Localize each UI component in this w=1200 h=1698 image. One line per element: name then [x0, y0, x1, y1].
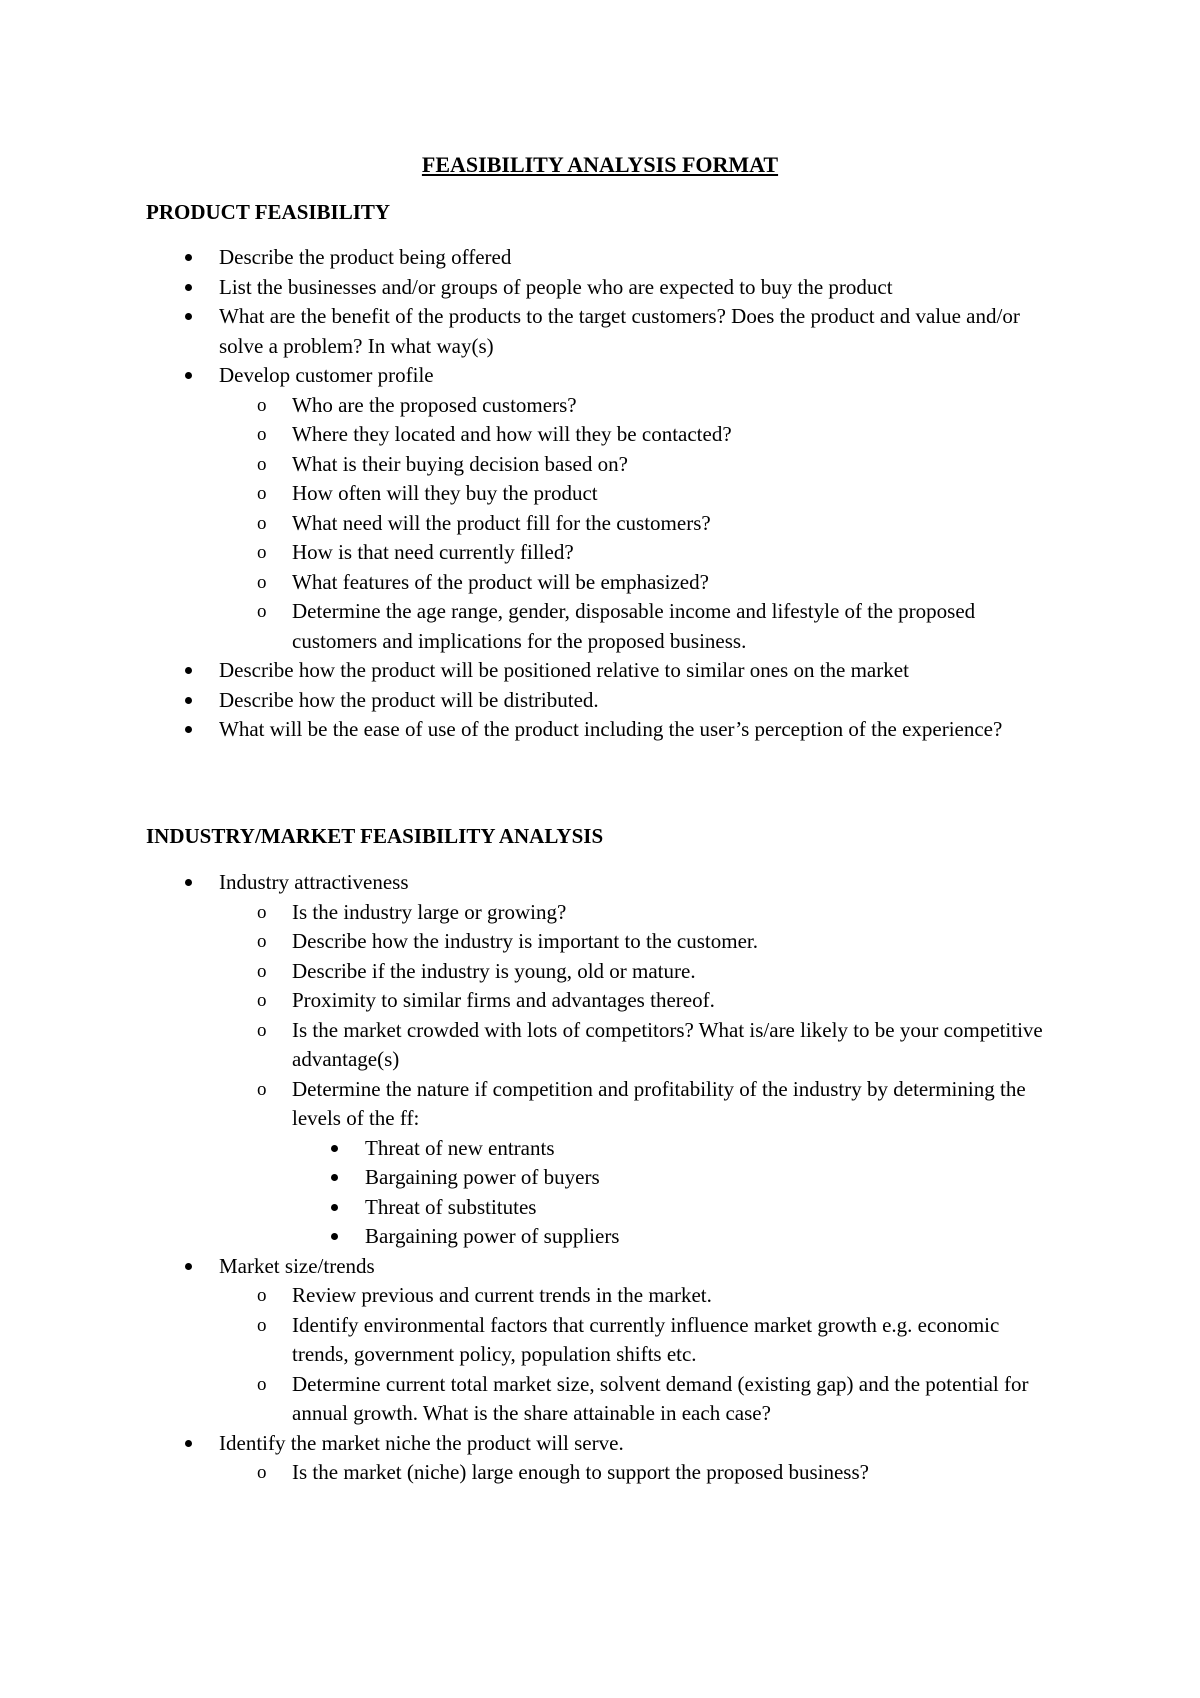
force-item: Threat of substitutes [0, 1193, 1065, 1223]
force-item: Threat of new entrants [0, 1134, 1065, 1164]
circle-bullet-icon: o [257, 931, 267, 952]
sublist-item: o Describe how the industry is important to the customer. [0, 927, 1052, 957]
bullet-icon [331, 1145, 338, 1152]
list-item: Industry attractiveness o Is the industry large or growing? o Describe how the industry is important to the customer. o Describe if the industry is young, old or mature. o Proximity to similar firms and advantages thereof. o Is the market crowded with lots of competitors? What is/are likely to be your competitive advantage(s) o Determine the nature if competition and profitability of the industry by determining the levels of the ff: Threat of new entrants Bargaining power of buyers Threat of substitutes Bargaining power of suppliers [0, 868, 1039, 1252]
sublist-item: o Identify environmental factors that currently influence market growth e.g. economic trends, government policy, population shifts etc. [257, 1312, 1000, 1366]
industry-market-list [0, 868, 1200, 1488]
section-heading-product-feasibility: PRODUCT FEASIBILITY [146, 200, 391, 224]
list-item: Identify the market niche the product will serve. o Is the market (niche) large enough to support the proposed business? [0, 1429, 1039, 1488]
sublist-item: o Determine current total market size, solvent demand (existing gap) and the potential for annual growth. What is the share attainable in each case? [257, 1371, 1029, 1425]
circle-bullet-icon: o [257, 960, 267, 982]
sublist-item: o What is their buying decision based on? [0, 450, 1052, 480]
bullet-icon [185, 1263, 192, 1270]
sublist-item: o How is that need currently filled? [0, 538, 1052, 568]
circle-bullet-icon: o [257, 394, 267, 416]
list-item: Describe how the product will be positioned relative to similar ones on the market [0, 656, 1039, 686]
bullet-icon [185, 1440, 192, 1447]
attractiveness-sublist [0, 898, 1043, 1252]
market-size-sublist [0, 1281, 1039, 1429]
circle-bullet-icon: o [257, 901, 267, 923]
sublist-item: o How often will they buy the product [0, 479, 1052, 509]
bullet-icon [185, 372, 192, 379]
sublist-item: o Is the market crowded with lots of competitors? What is/are likely to be your competitive advantage(s) [257, 1017, 1043, 1071]
sublist-item: o Determine the age range, gender, disposable income and lifestyle of the proposed customers and implications for the proposed business. [257, 599, 976, 653]
sublist-item: o Who are the proposed customers? [0, 391, 1052, 421]
sublist-item: o What features of the product will be emphasized? [0, 568, 1052, 598]
document-title: FEASIBILITY ANALYSIS FORMAT [421, 152, 779, 177]
circle-bullet-icon: o [257, 1462, 267, 1483]
sublist-item: o What need will the product fill for the customers? [0, 509, 1052, 539]
forces-sublist [0, 1134, 1052, 1252]
circle-bullet-icon: o [257, 424, 267, 445]
sublist-item: o Determine the nature if competition and profitability of the industry by determining the levels of the ff: Threat of new entrants Bargaining power of buyers Threat of substitutes Bargaining power of suppliers [0, 1075, 1052, 1252]
circle-bullet-icon: o [257, 512, 267, 534]
sublist-item: o Is the market (niche) large enough to support the proposed business? [0, 1458, 1052, 1488]
section-heading-industry-market: INDUSTRY/MARKET FEASIBILITY ANALYSIS [146, 824, 604, 848]
list-item: List the businesses and/or groups of people who are expected to buy the product [0, 273, 1039, 303]
force-item: Bargaining power of suppliers [0, 1222, 1065, 1252]
sublist-item: o Describe if the industry is young, old or mature. [0, 957, 1052, 987]
circle-bullet-icon: o [257, 990, 267, 1011]
circle-bullet-icon: o [257, 601, 267, 622]
list-item: Market size/trends o Review previous and current trends in the market. o Identify environmental factors that currently influence market growth e.g. economic trends, government policy, population shifts etc. o Determine current total market size, solvent demand (existing gap) and the potential for annual growth. What is the share attainable in each case? [0, 1252, 1039, 1429]
list-item: Describe the product being offered [0, 243, 1039, 273]
bullet-icon [185, 284, 192, 291]
list-item: What will be the ease of use of the product including the user’s perception of the experience? [0, 715, 1039, 745]
list-item: Describe how the product will be distributed. [0, 686, 1039, 716]
bullet-icon [185, 726, 192, 733]
list-item: Develop customer profile o Who are the proposed customers? o Where they located and how will they be contacted? o What is their buying decision based on? o How often will they buy the product o What need will the product fill for the customers? o How is that need currently filled? o What features of the product will be emphasized? o Determine the age range, gender, disposable income and lifestyle of the proposed customers and implications for the proposed business. [0, 361, 1039, 656]
sublist-item: o Proximity to similar firms and advantages thereof. [0, 986, 1052, 1016]
circle-bullet-icon: o [257, 1019, 267, 1041]
circle-bullet-icon: o [257, 542, 267, 563]
bullet-icon [331, 1204, 338, 1211]
product-feasibility-list [0, 243, 1200, 745]
bullet-icon [185, 254, 192, 261]
circle-bullet-icon: o [257, 1285, 267, 1306]
bullet-icon [331, 1174, 338, 1181]
market-niche-sublist [0, 1458, 1039, 1488]
circle-bullet-icon: o [257, 571, 267, 593]
circle-bullet-icon: o [257, 1314, 267, 1336]
sublist-item: o Is the industry large or growing? [0, 898, 1052, 928]
bullet-icon [331, 1233, 338, 1240]
bullet-icon [185, 667, 192, 674]
circle-bullet-icon: o [257, 1373, 267, 1395]
customer-profile-sublist [0, 391, 1039, 657]
circle-bullet-icon: o [257, 453, 267, 475]
force-item: Bargaining power of buyers [0, 1163, 1065, 1193]
bullet-icon [185, 879, 192, 886]
circle-bullet-icon: o [257, 483, 267, 504]
sublist-item: o Where they located and how will they be contacted? [0, 420, 1052, 450]
list-item: What are the benefit of the products to the target customers? Does the product and value and/or solve a problem? In what way(s) [0, 302, 1039, 361]
sublist-item: o Review previous and current trends in the market. [0, 1281, 1052, 1311]
bullet-icon [185, 313, 192, 320]
bullet-icon [185, 697, 192, 704]
circle-bullet-icon: o [257, 1078, 267, 1100]
